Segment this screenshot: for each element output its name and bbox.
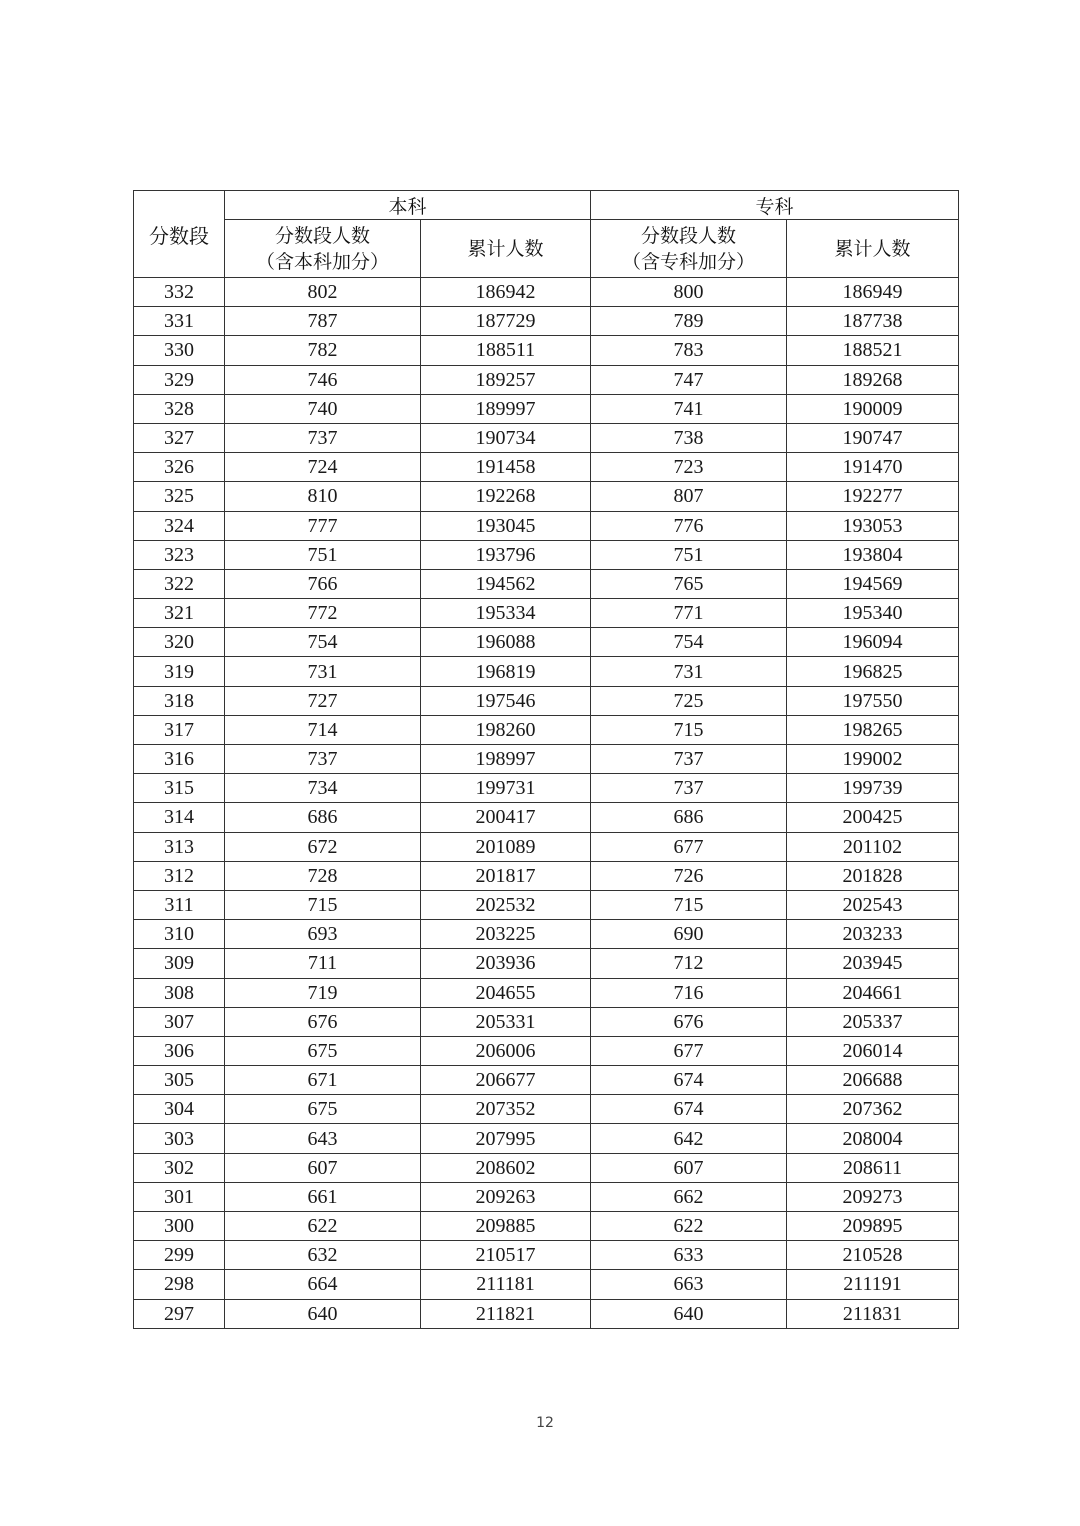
undergraduate-cumulative-cell: 198260 [421,715,591,744]
undergraduate-cumulative-cell: 211821 [421,1299,591,1328]
undergraduate-cumulative-cell: 201089 [421,832,591,861]
vocational-cumulative-cell: 191470 [787,453,959,482]
vocational-cumulative-cell: 204661 [787,978,959,1007]
table-row [134,1182,959,1211]
table-row [134,949,959,978]
undergraduate-count-cell: 672 [225,832,421,861]
undergraduate-cumulative-cell: 191458 [421,453,591,482]
vocational-count-cell: 690 [591,920,787,949]
table-row [134,599,959,628]
vocational-cumulative-cell: 207362 [787,1095,959,1124]
vocational-count-cell: 800 [591,278,787,307]
vocational-cumulative-cell: 209273 [787,1182,959,1211]
vocational-cumulative-cell: 202543 [787,890,959,919]
score-cell: 298 [134,1270,225,1299]
undergraduate-count-cell: 754 [225,628,421,657]
undergraduate-cumulative-cell: 194562 [421,569,591,598]
undergraduate-cumulative-cell: 201817 [421,861,591,890]
vocational-count-cell: 765 [591,569,787,598]
vocational-cumulative-cell: 206688 [787,1066,959,1095]
table-row [134,1095,959,1124]
vocational-cumulative-cell: 201828 [787,861,959,890]
header-score-band: 分数段 [134,191,225,278]
undergraduate-cumulative-cell: 203936 [421,949,591,978]
score-cell: 300 [134,1212,225,1241]
table-row [134,715,959,744]
vocational-cumulative-cell: 209895 [787,1212,959,1241]
vocational-cumulative-cell: 199739 [787,774,959,803]
vocational-cumulative-cell: 195340 [787,599,959,628]
undergraduate-count-cell: 711 [225,949,421,978]
undergraduate-count-cell: 777 [225,511,421,540]
score-cell: 302 [134,1153,225,1182]
undergraduate-cumulative-cell: 206677 [421,1066,591,1095]
score-cell: 326 [134,453,225,482]
vocational-count-cell: 676 [591,1007,787,1036]
undergraduate-count-cell: 622 [225,1212,421,1241]
table-row [134,394,959,423]
table-row [134,686,959,715]
undergraduate-cumulative-cell: 207995 [421,1124,591,1153]
table-row [134,1124,959,1153]
score-cell: 297 [134,1299,225,1328]
vocational-cumulative-cell: 199002 [787,745,959,774]
vocational-count-cell: 731 [591,657,787,686]
undergraduate-count-cell: 643 [225,1124,421,1153]
undergraduate-cumulative-cell: 203225 [421,920,591,949]
undergraduate-count-cell: 772 [225,599,421,628]
table-row [134,423,959,452]
vocational-cumulative-cell: 208611 [787,1153,959,1182]
score-cell: 322 [134,569,225,598]
table-row [134,803,959,832]
table-body [134,278,959,1329]
vocational-cumulative-cell: 206014 [787,1036,959,1065]
header-undergraduate-count [225,220,421,278]
undergraduate-cumulative-cell: 189257 [421,365,591,394]
vocational-cumulative-cell: 196825 [787,657,959,686]
vocational-cumulative-cell: 200425 [787,803,959,832]
undergraduate-cumulative-cell: 195334 [421,599,591,628]
score-cell: 307 [134,1007,225,1036]
vocational-cumulative-cell: 190747 [787,423,959,452]
score-cell: 332 [134,278,225,307]
undergraduate-count-cell: 728 [225,861,421,890]
table-row [134,1007,959,1036]
score-cell: 316 [134,745,225,774]
vocational-cumulative-cell: 208004 [787,1124,959,1153]
score-cell: 324 [134,511,225,540]
vocational-cumulative-cell: 193804 [787,540,959,569]
vocational-cumulative-cell: 203233 [787,920,959,949]
header-line: （含本科加分） [255,250,389,273]
vocational-cumulative-cell: 194569 [787,569,959,598]
vocational-count-cell: 677 [591,1036,787,1065]
undergraduate-cumulative-cell: 189997 [421,394,591,423]
header-line: （含专科加分） [622,250,756,273]
score-cell: 303 [134,1124,225,1153]
table-row [134,774,959,803]
vocational-count-cell: 741 [591,394,787,423]
vocational-count-cell: 640 [591,1299,787,1328]
undergraduate-count-cell: 607 [225,1153,421,1182]
header-line: 分数段人数 [274,224,370,247]
vocational-count-cell: 725 [591,686,787,715]
score-cell: 315 [134,774,225,803]
undergraduate-count-cell: 737 [225,423,421,452]
undergraduate-cumulative-cell: 209885 [421,1212,591,1241]
score-cell: 321 [134,599,225,628]
vocational-cumulative-cell: 198265 [787,715,959,744]
table-row [134,482,959,511]
undergraduate-cumulative-cell: 206006 [421,1036,591,1065]
undergraduate-cumulative-cell: 197546 [421,686,591,715]
table-row [134,832,959,861]
vocational-count-cell: 686 [591,803,787,832]
undergraduate-count-cell: 810 [225,482,421,511]
undergraduate-count-cell: 675 [225,1095,421,1124]
header-undergraduate-cumulative: 累计人数 [421,220,591,278]
table-row [134,890,959,919]
header-vocational-cumulative: 累计人数 [787,220,959,278]
vocational-count-cell: 662 [591,1182,787,1211]
undergraduate-cumulative-cell: 193796 [421,540,591,569]
table-row [134,628,959,657]
header-group-undergraduate: 本科 [225,191,591,220]
undergraduate-count-cell: 676 [225,1007,421,1036]
undergraduate-count-cell: 715 [225,890,421,919]
vocational-cumulative-cell: 190009 [787,394,959,423]
table-row [134,569,959,598]
vocational-count-cell: 807 [591,482,787,511]
vocational-cumulative-cell: 189268 [787,365,959,394]
score-cell: 317 [134,715,225,744]
vocational-count-cell: 737 [591,745,787,774]
vocational-count-cell: 607 [591,1153,787,1182]
undergraduate-count-cell: 740 [225,394,421,423]
vocational-count-cell: 642 [591,1124,787,1153]
score-cell: 320 [134,628,225,657]
undergraduate-cumulative-cell: 205331 [421,1007,591,1036]
vocational-cumulative-cell: 203945 [787,949,959,978]
vocational-count-cell: 674 [591,1066,787,1095]
vocational-cumulative-cell: 210528 [787,1241,959,1270]
vocational-cumulative-cell: 196094 [787,628,959,657]
score-cell: 323 [134,540,225,569]
table-row [134,1212,959,1241]
score-cell: 330 [134,336,225,365]
undergraduate-count-cell: 693 [225,920,421,949]
table-row [134,307,959,336]
vocational-count-cell: 716 [591,978,787,1007]
vocational-cumulative-cell: 186949 [787,278,959,307]
undergraduate-count-cell: 714 [225,715,421,744]
vocational-count-cell: 715 [591,715,787,744]
table-row [134,745,959,774]
table-row [134,1066,959,1095]
vocational-count-cell: 771 [591,599,787,628]
vocational-count-cell: 712 [591,949,787,978]
table-row [134,511,959,540]
score-cell: 312 [134,861,225,890]
header-vocational-count [591,220,787,278]
undergraduate-cumulative-cell: 209263 [421,1182,591,1211]
vocational-count-cell: 723 [591,453,787,482]
table-row [134,1270,959,1299]
score-cell: 331 [134,307,225,336]
undergraduate-cumulative-cell: 200417 [421,803,591,832]
undergraduate-cumulative-cell: 202532 [421,890,591,919]
vocational-count-cell: 747 [591,365,787,394]
header-group-vocational: 专科 [591,191,959,220]
table-row [134,1153,959,1182]
vocational-count-cell: 633 [591,1241,787,1270]
vocational-count-cell: 674 [591,1095,787,1124]
score-cell: 313 [134,832,225,861]
undergraduate-cumulative-cell: 207352 [421,1095,591,1124]
undergraduate-count-cell: 675 [225,1036,421,1065]
table-header-row-groups [134,191,959,220]
undergraduate-count-cell: 782 [225,336,421,365]
undergraduate-cumulative-cell: 186942 [421,278,591,307]
table-row [134,861,959,890]
undergraduate-cumulative-cell: 199731 [421,774,591,803]
score-cell: 305 [134,1066,225,1095]
table-row [134,920,959,949]
undergraduate-count-cell: 727 [225,686,421,715]
vocational-cumulative-cell: 192277 [787,482,959,511]
undergraduate-cumulative-cell: 190734 [421,423,591,452]
table-row [134,453,959,482]
vocational-count-cell: 622 [591,1212,787,1241]
header-line: 分数段人数 [641,224,737,247]
table-row [134,657,959,686]
undergraduate-cumulative-cell: 187729 [421,307,591,336]
vocational-count-cell: 776 [591,511,787,540]
undergraduate-count-cell: 664 [225,1270,421,1299]
undergraduate-cumulative-cell: 198997 [421,745,591,774]
score-cell: 328 [134,394,225,423]
undergraduate-count-cell: 802 [225,278,421,307]
vocational-count-cell: 738 [591,423,787,452]
undergraduate-cumulative-cell: 208602 [421,1153,591,1182]
undergraduate-count-cell: 737 [225,745,421,774]
score-cell: 301 [134,1182,225,1211]
vocational-count-cell: 783 [591,336,787,365]
undergraduate-count-cell: 734 [225,774,421,803]
undergraduate-count-cell: 746 [225,365,421,394]
undergraduate-count-cell: 686 [225,803,421,832]
undergraduate-count-cell: 751 [225,540,421,569]
page-number: 12 [536,1415,554,1431]
table-row [134,540,959,569]
table-row [134,365,959,394]
undergraduate-cumulative-cell: 204655 [421,978,591,1007]
score-distribution-table [133,190,959,1329]
vocational-cumulative-cell: 201102 [787,832,959,861]
vocational-count-cell: 789 [591,307,787,336]
vocational-count-cell: 754 [591,628,787,657]
score-cell: 319 [134,657,225,686]
table-row [134,978,959,1007]
undergraduate-cumulative-cell: 193045 [421,511,591,540]
undergraduate-count-cell: 731 [225,657,421,686]
vocational-cumulative-cell: 211191 [787,1270,959,1299]
undergraduate-cumulative-cell: 196819 [421,657,591,686]
vocational-cumulative-cell: 205337 [787,1007,959,1036]
score-cell: 308 [134,978,225,1007]
score-cell: 310 [134,920,225,949]
score-cell: 329 [134,365,225,394]
table-row [134,1299,959,1328]
vocational-count-cell: 751 [591,540,787,569]
vocational-count-cell: 715 [591,890,787,919]
vocational-count-cell: 726 [591,861,787,890]
table-row [134,278,959,307]
undergraduate-cumulative-cell: 210517 [421,1241,591,1270]
vocational-cumulative-cell: 197550 [787,686,959,715]
undergraduate-count-cell: 640 [225,1299,421,1328]
undergraduate-cumulative-cell: 188511 [421,336,591,365]
undergraduate-count-cell: 724 [225,453,421,482]
table-row [134,1036,959,1065]
score-cell: 309 [134,949,225,978]
table-row [134,336,959,365]
vocational-cumulative-cell: 188521 [787,336,959,365]
vocational-cumulative-cell: 193053 [787,511,959,540]
undergraduate-cumulative-cell: 192268 [421,482,591,511]
table-header-row-columns [134,220,959,278]
undergraduate-count-cell: 766 [225,569,421,598]
vocational-cumulative-cell: 211831 [787,1299,959,1328]
undergraduate-cumulative-cell: 196088 [421,628,591,657]
score-cell: 311 [134,890,225,919]
score-cell: 327 [134,423,225,452]
score-cell: 299 [134,1241,225,1270]
undergraduate-count-cell: 787 [225,307,421,336]
vocational-count-cell: 663 [591,1270,787,1299]
score-cell: 318 [134,686,225,715]
undergraduate-count-cell: 719 [225,978,421,1007]
undergraduate-cumulative-cell: 211181 [421,1270,591,1299]
score-cell: 314 [134,803,225,832]
undergraduate-count-cell: 671 [225,1066,421,1095]
vocational-cumulative-cell: 187738 [787,307,959,336]
score-cell: 306 [134,1036,225,1065]
vocational-count-cell: 737 [591,774,787,803]
vocational-count-cell: 677 [591,832,787,861]
undergraduate-count-cell: 661 [225,1182,421,1211]
score-cell: 304 [134,1095,225,1124]
table-row [134,1241,959,1270]
score-cell: 325 [134,482,225,511]
undergraduate-count-cell: 632 [225,1241,421,1270]
